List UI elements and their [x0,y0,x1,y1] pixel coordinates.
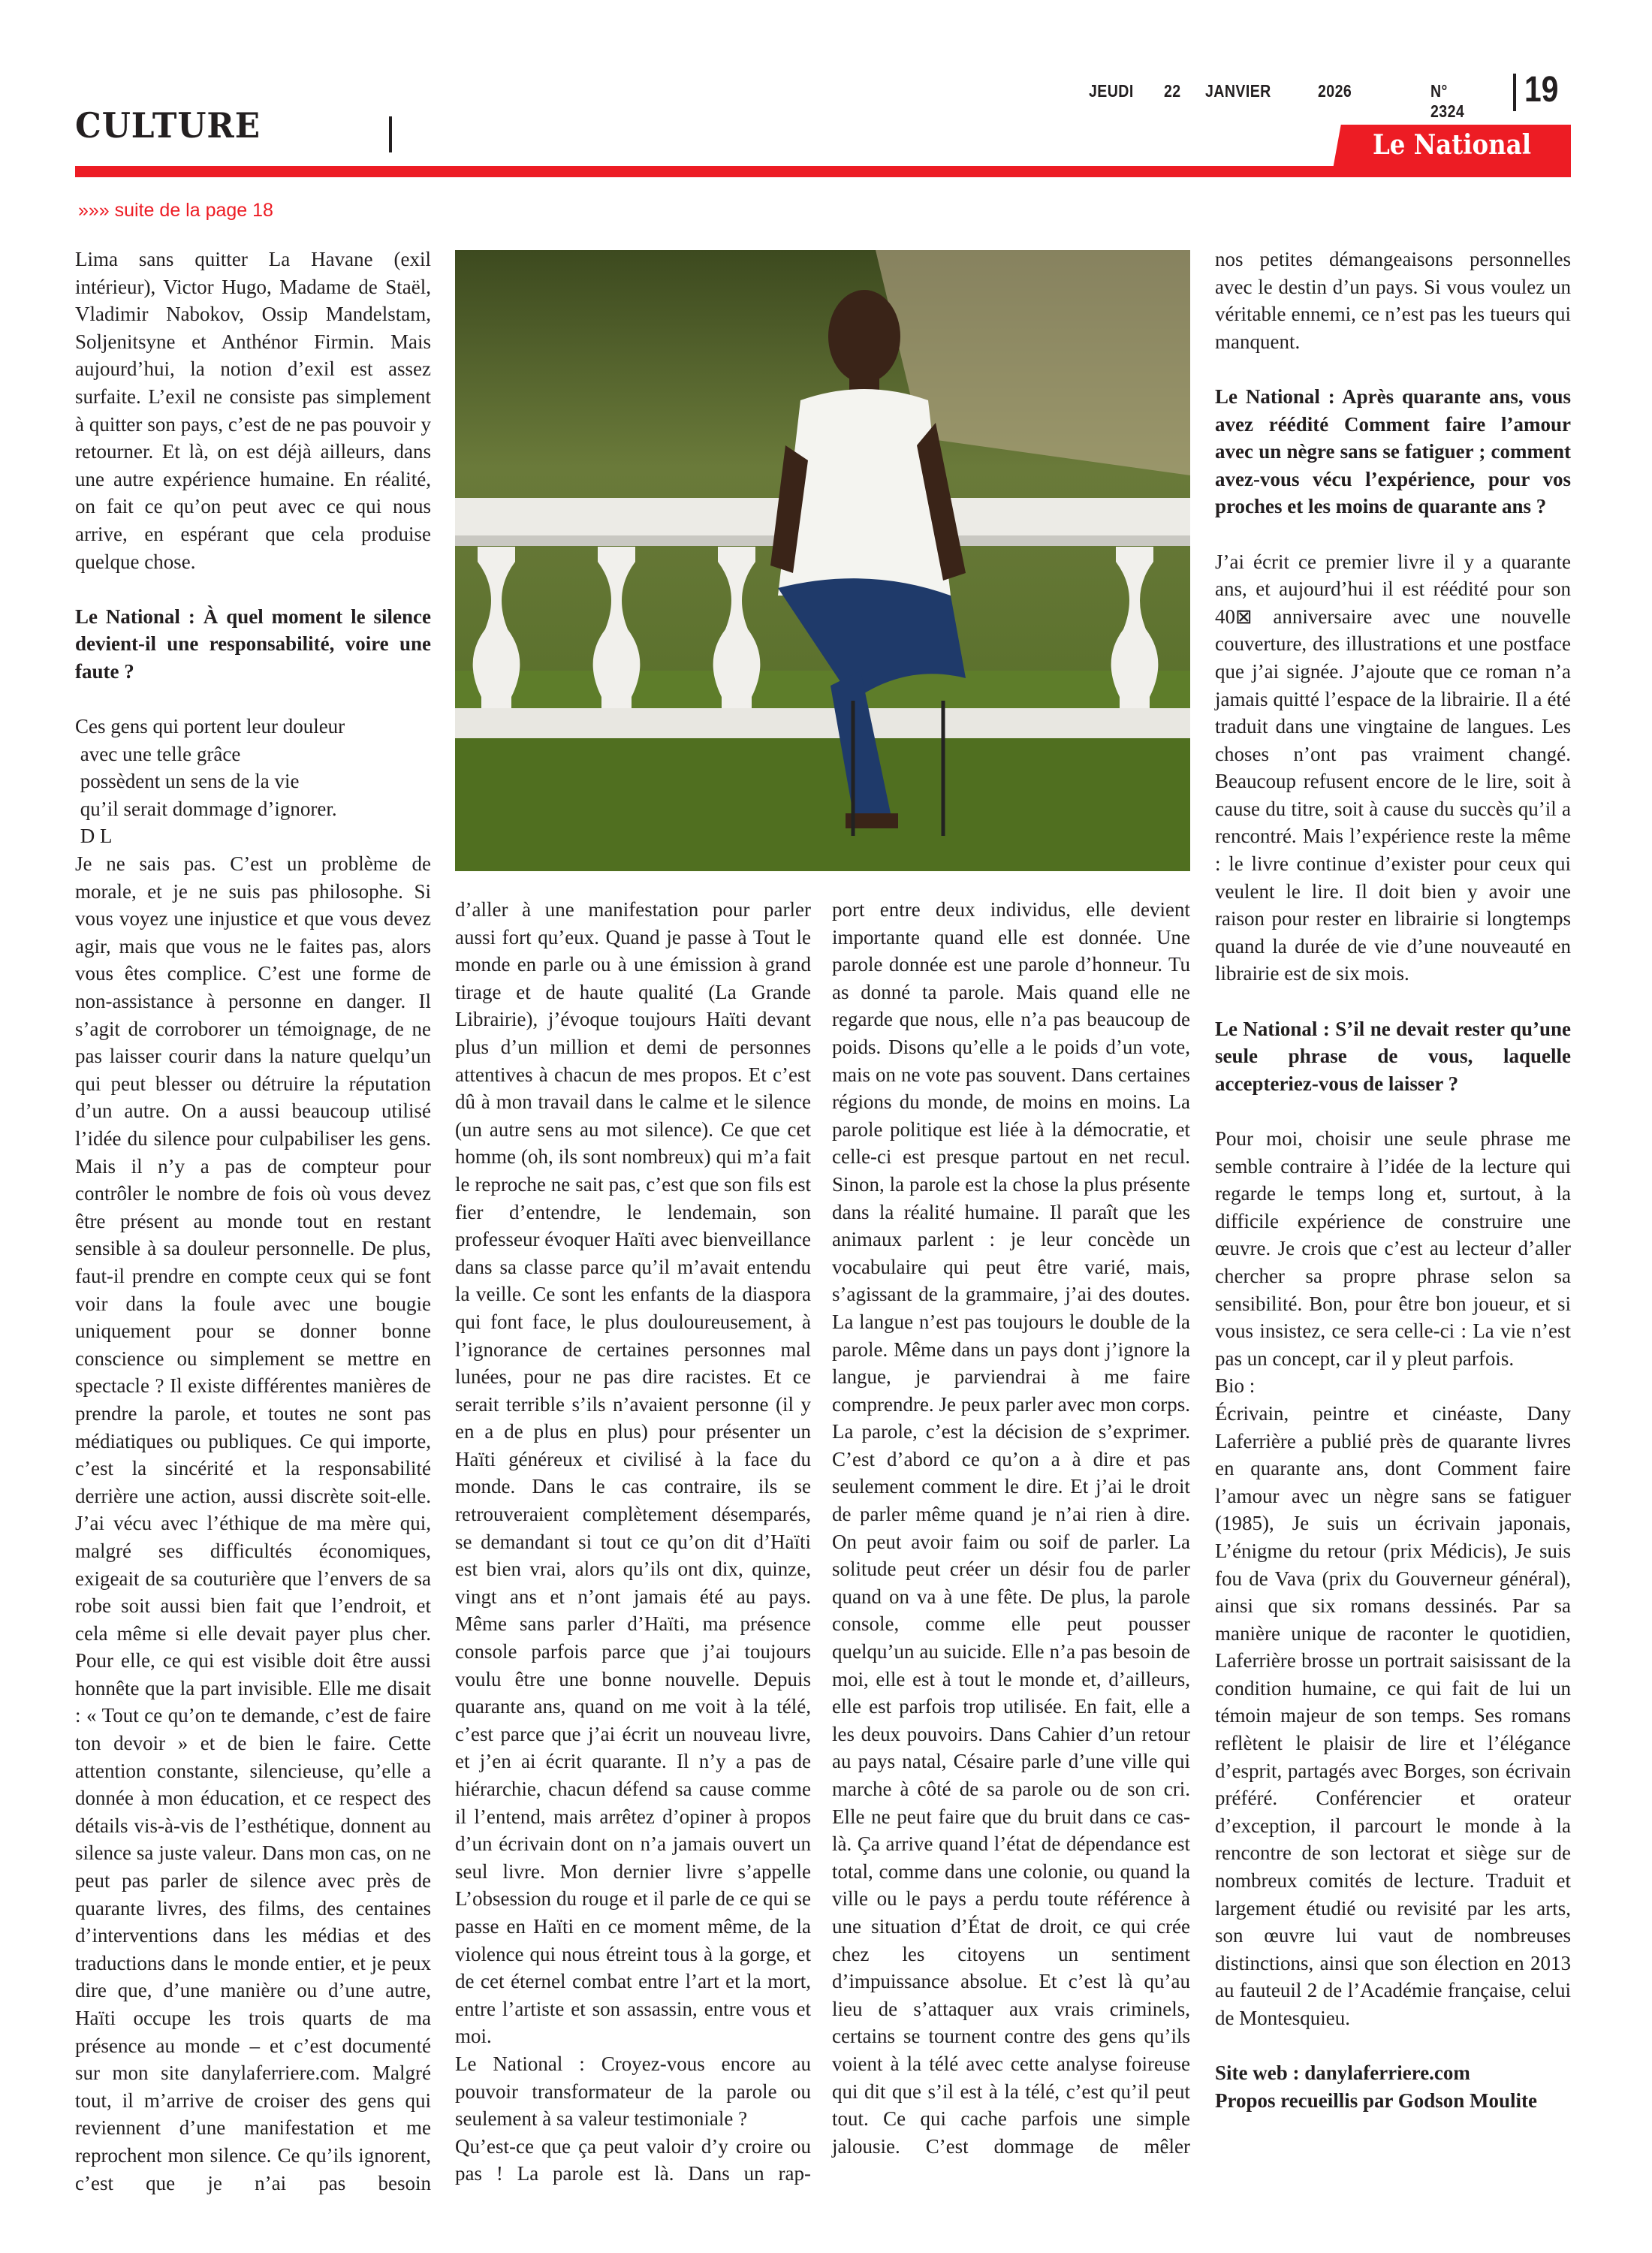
article-column-1 [75,246,431,2197]
interview-question: Le National : S’il ne devait rester qu’une seule phrase de vous, laquelle accepteriez-vous de laisser ? [1215,1017,1571,1095]
continued-from-label: »»» suite de la page 18 [78,200,273,221]
epigraph-poem: Ces gens qui portent leur douleur avec une telle grâce possèdent un sens de la vie qu’il serait dommage d’ignorer. D L [75,715,345,848]
newspaper-logo: Le National [1373,129,1532,161]
article-column-2 [455,896,811,2188]
article-paragraph: J’ai écrit ce premier livre il y a quarante ans, et aujourd’hui il est réédité pour son 40⊠ anniversaire avec une nouvelle couverture, des illustrations et une postface que j’ai signée. J’ajoute que ce roman n’a jamais quitté l’espace de la librairie. Il a été traduit dans une vingtaine de langues. Les choses n’ont pas vraiment changé. Beaucoup refusent encore de le lire, soit à cause du titre, soit à cause du succès qu’il a rencontré. Mais l’expérience reste la même : le livre continue d’exister pour ceux qui veulent le lire. Il doit bien y avoir une raison pour rester en librairie si longtemps quand la durée de vie d’une nouveauté en librairie est de six mois. [1215,550,1571,985]
date-day: JEUDI [1089,81,1134,101]
photo-icon [455,250,1190,871]
date-month: JANVIER [1205,81,1271,101]
date-year: 2026 [1318,81,1352,101]
article-paragraph: Je ne sais pas. C’est un problème de morale, et je ne suis pas philosophe. Si vous voyez une injustice et que vous devez agir, mais que vous ne le faites pas, alors vous êtes complice. C’est une forme de non-assistance à personne en danger. Il s’agit de corroborer un témoignage, de ne pas laisser courir dans la nature quelqu’un qui peut blesser ou détruire la réputation d’un autre. On a aussi beaucoup utilisé l’idée du silence pour culpabiliser les gens. Mais il n’y a pas de compteur pour contrôler le nombre de fois où vous devez être présent au monde tout en restant sensible à sa douleur personnelle. De plus, faut-il prendre en compte ceux qui se font voir dans la foule avec une bougie uniquement pour se donner bonne conscience ou simplement se mettre en spectacle ? Il existe différentes manières de prendre la parole, et toutes ne sont pas médiatiques ou publiques. Ce qui importe, c’est la sincérité et la responsabilité derrière une action, aussi discrète soit-elle. J’ai vécu avec l’éthique de ma mère qui, malgré ses difficultés économiques, exigeait de sa couturière que l’envers de sa robe soit aussi bien fait que l’endroit, et cela même si elle devait payer plus cher. Pour elle, ce qui est visible doit être aussi honnête que la part invisible. Elle me disait : « Tout ce qu’on te demande, c’est de faire ton devoir » et de bien le faire. Cette attention constante, silencieuse, qu’elle a donnée à mon éducation, et ce respect des détails vis-à-vis de l’esthétique, donnent au silence sa juste valeur. Dans mon cas, on ne peut pas parler de silence avec près de quarante livres, des films, des centaines d’interventions dans les médias et des traductions dans le monde entier, et je peux dire que, d’une manière ou d’une autre, Haïti occupe les trois quarts de ma présence au monde – et c’est documenté sur mon site danylaferriere.com. Malgré tout, il m’arrive de croiser des gens qui reviennent d’une manifestation et me reprochent mon silence. Ce qu’ils ignorent, c’est que je n’ai pas besoin [75,852,431,2194]
article-paragraph: Écrivain, peintre et cinéaste, Dany Laferrière a publié près de quarante livres en quarante ans, dont Comment faire l’amour avec un nègre sans se fatiguer (1985), Je suis un écrivain japonais, L’énigme du retour (prix Médicis), Je suis fou de Vava (prix du Gouverneur général), ainsi que six romans dessinés. Par sa manière unique de raconter le quotidien, Laferrière brosse un portrait saisissant de la condition humaine, ce qui fait de lui un témoin majeur de son temps. Ses romans reflètent le plaisir de lire et l’élégance d’esprit, partagés avec Borges, son écrivain préféré. Conférencier et orateur d’exception, il parcourt le monde à la rencontre de son lectorat et siège sur de nombreux comités de lecture. Traduit et largement étudié ou revisité par les arts, son œuvre lui vaut de nombreuses distinctions, ainsi que son élection en 2013 au fauteuil 2 de l’Académie française, celui de Montesquieu. [1215,1401,1571,2029]
interview-question: Le National : À quel moment le silence devient-il une responsabilité, voire une faute ? [75,605,431,683]
article-column-3 [832,896,1190,2160]
article-paragraph: Le National : Croyez-vous encore au pouvoir transformateur de la parole ou seulement à sa valeur testimoniale ? [455,2052,811,2131]
article-paragraph: port entre deux individus, elle devient importante quand elle est donnée. Une parole donnée est une parole d’honneur. Tu as donné ta parole. Mais quand elle ne regarde que nous, elle n’a pas beaucoup de poids. Disons qu’elle a le poids d’un vote, mais on ne vote pas souvent. Dans certaines régions du monde, de moins en moins. La parole politique est liée à la démocratie, et celle-ci est presque partout en net recul. Sinon, la parole est la chose la plus présente dans la réalité humaine. Il paraît que les animaux parlent : je leur concède un vocabulaire qui peut être varié, mais, s’agissant de la grammaire, j’ai des doutes. La langue n’est pas toujours le double de la parole. Même dans un pays dont j’ignore la langue, je parviendrai à me faire comprendre. Je peux parler avec mon corps. La parole, c’est la décision de s’exprimer. C’est d’abord ce qu’on a à dire et pas seulement comment le dire. Et j’ai le droit de parler même quand je n’ai rien à dire. On peut avoir faim ou soif de parler. La solitude peut créer un désir fou de parler quand on va à une fête. De plus, la parole console, comme elle peut pousser quelqu’un au suicide. Elle n’a pas besoin de moi, elle est à tout le monde et, d’ailleurs, elle est parfois trop utilisée. En fait, elle a les deux pouvoirs. Dans Cahier d’un retour au pays natal, Césaire parle d’une ville qui marche à côté de sa parole ou de son cri. Elle ne peut faire que du bruit dans ce cas-là. Ça arrive quand l’état de dépendance est total, comme dans une colonie, ou quand la ville ou le pays a perdu toute référence à une situation d’État de droit, ce qui crée chez les citoyens un sentiment d’impuissance absolue. Et c’est là qu’au lieu de s’attaquer aux vrais criminels, certains se tournent contre des gens qu’ils voient à la télé avec cette analyse foireuse qui dit que s’il est à la télé, c’est qu’il peut tout. Ce qui cache parfois une simple jalousie. C’est dommage de mêler [832,898,1190,2158]
article-paragraph: d’aller à une manifestation pour parler aussi fort qu’eux. Quand je passe à Tout le monde en parle ou à une émission à grand tirage et de haute qualité (La Grande Librairie), j’évoque toujours Haïti devant plus d’un million et demi de personnes attentives à chacun de mes propos. Et c’est dû à mon travail dans le calme et le silence (un autre sens au mot silence). Ce que cet homme (oh, ils sont nombreux) qui m’a fait le reproche ne sait pas, c’est que son fils est fier d’entendre, le lendemain, son professeur évoquer Haïti avec bienveillance dans sa classe parce qu’il m’avait entendu la veille. Ce sont les enfants de la diaspora qui font face, le plus douloureusement, à l’ignorance de certaines personnes mal lunées, pour ne pas dire racistes. Et ce serait terrible s’ils n’avaient personne (il y en a de plus en plus) pour présenter un Haïti généreux et civilisé à la face du monde. Dans le cas contraire, ils se retrouveraient complètement désemparés, se demandant si tout ce qu’on dit d’Haïti est bien vrai, alors qu’ils ont dix, quinze, vingt ans et n’ont jamais été au pays. Même sans parler d’Haïti, ma présence console parfois parce que j’ai toujours voulu être une bonne nouvelle. Depuis quarante ans, quand on me voit à la télé, c’est parce que j’ai écrit un nouveau livre, et j’en ai écrit quarante. Il n’y a pas de hiérarchie, chacun défend sa cause comme il l’entend, mais arrêtez d’opiner à propos d’un écrivain dont on n’a jamais ouvert un seul livre. Mon dernier livre s’appelle L’obsession du rouge et il parle de ce qui se passe en Haïti en ce moment même, de la violence qui nous étreint tous à la gorge, et de cet éternel combat entre l’art et la mort, entre l’artiste et son assassin, entre vous et moi. [455,898,811,2048]
interview-question: Propos recueillis par Godson Moulite [1215,2089,1538,2112]
interview-question: Le National : Après quarante ans, vous avez réédité Comment faire l’amour avec un nègre sans se fatiguer ; comment avez-vous vécu l’expérience, pour vos proches et les moins de quarante ans ? [1215,385,1571,518]
issue-number: N° 2324 [1430,81,1465,121]
date-number: 22 [1164,81,1181,101]
article-paragraph: Bio : [1215,1374,1256,1398]
interview-question: Site web : danylaferriere.com [1215,2061,1470,2085]
article-paragraph: Lima sans quitter La Havane (exil intérieur), Victor Hugo, Madame de Staël, Vladimir Nabokov, Ossip Mandelstam, Soljenitsyne et Anthénor Firmin. Mais aujourd’hui, la notion d’exil est assez surfaite. L’exil ne consiste pas simplement à quitter son pays, c’est de ne pas pouvoir y retourner. Et là, on est déjà ailleurs, dans une autre expérience humaine. En réalité, on fait ce qu’on peut avec ce qui nous arrive, en espérant que cela produise quelque chose. [75,248,431,573]
article-column-4 [1215,246,1571,2114]
header-divider [1513,74,1516,111]
article-paragraph: Qu’est-ce que ça peut valoir d’y croire ou pas ! La parole est là. Dans un rap- [455,2134,811,2185]
article-paragraph: Pour moi, choisir une seule phrase me semble contraire à l’idée de la lecture qui regarde le temps long et, surtout, à la difficile expérience de construire une œuvre. Je crois que c’est au lecteur d’aller chercher sa propre phrase selon sa sensibilité. Bon, pour être bon joueur, et si vous insistez, ce sera celle-ci : La vie n’est pas un concept, car il y pleut parfois. [1215,1127,1571,1370]
section-divider [389,116,392,152]
section-title: CULTURE [75,105,261,146]
article-paragraph: nos petites démangeaisons personnelles avec le destin d’un pays. Si vous voulez un véritable ennemi, ce n’est pas les tueurs qui manquent. [1215,248,1571,353]
page-number: 19 [1524,70,1559,110]
